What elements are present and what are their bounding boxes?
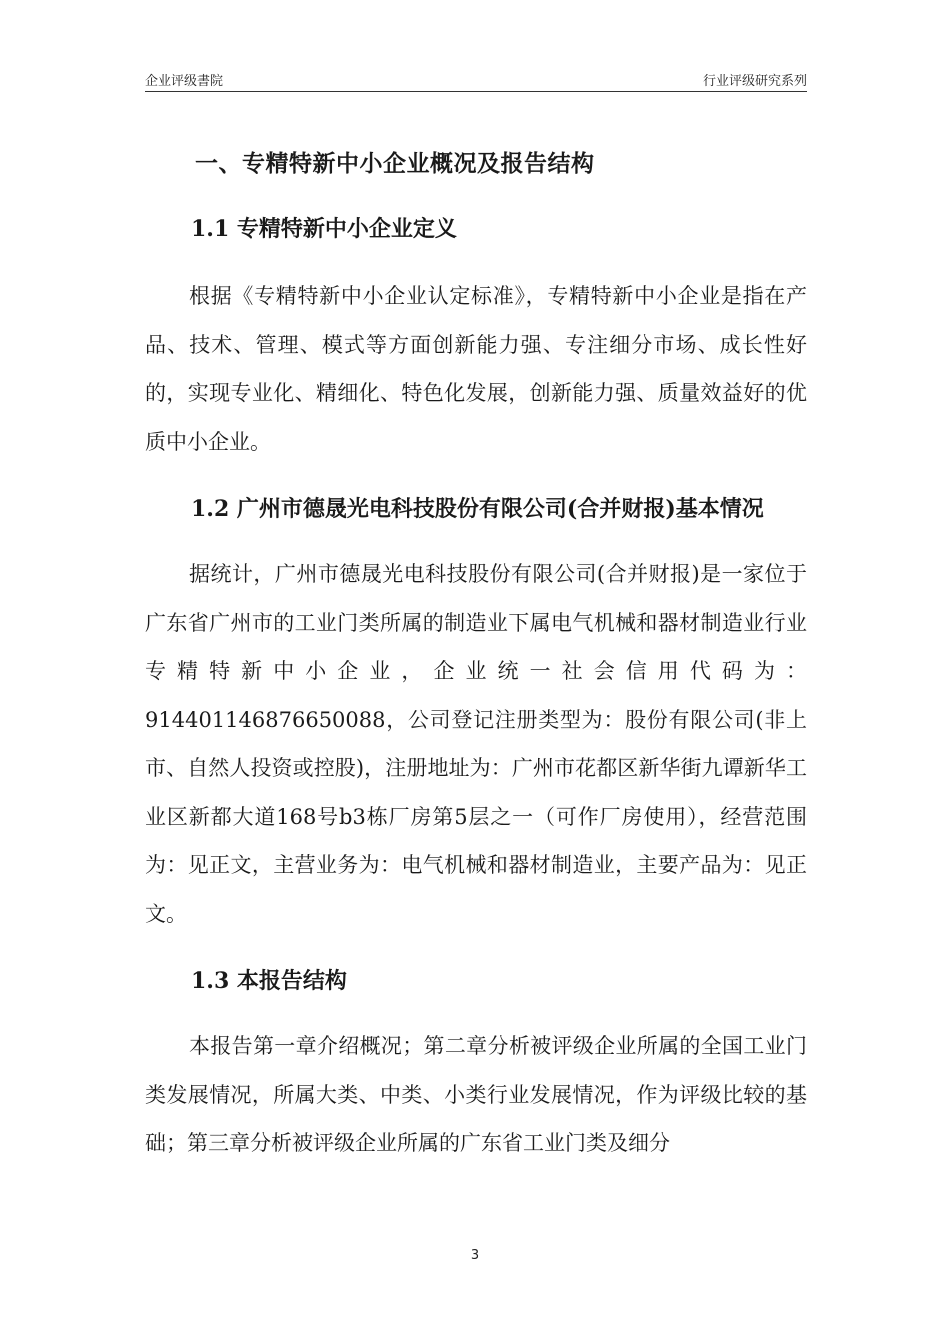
section-paragraph-1-1: 根据《专精特新中小企业认定标准》，专精特新中小企业是指在产品、技术、管理、模式等方面创新能力强、专注细分市场、成长性好的，实现专业化、精细化、特色化发展，创新能力强、质量效益好的优质中小企业。 [145, 284, 807, 454]
document-body [145, 140, 807, 1168]
header-divider [145, 91, 807, 92]
section-title-1-3: 1.3 本报告结构 [191, 968, 347, 994]
section-paragraph-1-3: 本报告第一章介绍概况；第二章分析被评级企业所属的全国工业门类发展情况，所属大类、中类、小类行业发展情况，作为评级比较的基础；第三章分析被评级企业所属的广东省工业门类及细分 [145, 1034, 807, 1155]
section-title-1-1: 1.1 专精特新中小企业定义 [191, 216, 457, 242]
header-publisher: 企业评级書院 [145, 74, 224, 89]
section-title-1-2: 1.2 广州市德晟光电科技股份有限公司(合并财报)基本情况 [191, 496, 764, 522]
page-header [145, 68, 807, 90]
page-number: 3 [470, 1248, 480, 1263]
header-series: 行业评级研究系列 [702, 74, 807, 89]
section-paragraph-1-2: 据统计，广州市德晟光电科技股份有限公司(合并财报)是一家位于广东省广州市的工业门类所属的制造业下属电气机械和器材制造业行业专精特新中小企业，企业统一社会信用代码为：914401146876650088，公司登记注册类型为：股份有限公司(非上市、自然人投资或控股)，注册地址为：广州市花都区新华街九谭新华工业区新都大道168号b3栋厂房第5层之一（可作厂房使用），经营范围为：见正文，主营业务为：电气机械和器材制造业，主要产品为：见正文。 [145, 562, 807, 926]
chapter-title: 一、专精特新中小企业概况及报告结构 [195, 150, 595, 177]
